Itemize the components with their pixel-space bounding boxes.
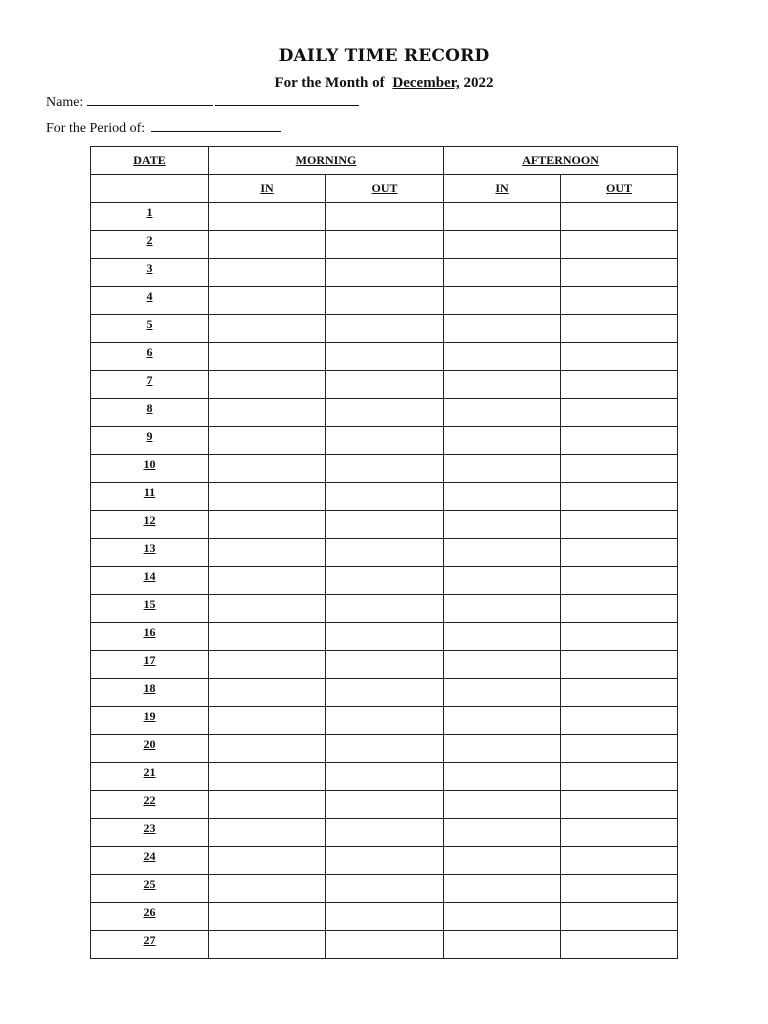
afternoon-out-cell[interactable] bbox=[561, 259, 678, 287]
name-row bbox=[46, 95, 359, 111]
table-row bbox=[91, 259, 678, 287]
date-cell bbox=[91, 315, 209, 343]
afternoon-in-cell[interactable] bbox=[444, 763, 561, 791]
table-row bbox=[91, 651, 678, 679]
morning-out-cell[interactable] bbox=[326, 567, 444, 595]
morning-out-cell[interactable] bbox=[326, 539, 444, 567]
afternoon-out-cell[interactable] bbox=[561, 371, 678, 399]
name-field-extension[interactable] bbox=[215, 104, 359, 106]
afternoon-in-cell[interactable] bbox=[444, 791, 561, 819]
table-row bbox=[91, 707, 678, 735]
morning-out-cell[interactable] bbox=[326, 651, 444, 679]
day-number: 18 bbox=[143, 681, 156, 695]
morning-out-cell[interactable] bbox=[326, 679, 444, 707]
day-number: 25 bbox=[143, 877, 156, 891]
date-cell bbox=[91, 259, 209, 287]
afternoon-in-cell[interactable] bbox=[444, 371, 561, 399]
afternoon-out-cell[interactable] bbox=[561, 623, 678, 651]
morning-in-header bbox=[209, 175, 326, 203]
morning-out-cell[interactable] bbox=[326, 903, 444, 931]
afternoon-out-cell[interactable] bbox=[561, 735, 678, 763]
name-label: Name: bbox=[46, 95, 84, 110]
day-number: 4 bbox=[146, 289, 153, 303]
table-row bbox=[91, 819, 678, 847]
date-cell bbox=[91, 371, 209, 399]
morning-out-cell[interactable] bbox=[326, 287, 444, 315]
morning-in-cell[interactable] bbox=[209, 707, 326, 735]
table-row bbox=[91, 231, 678, 259]
day-number: 10 bbox=[143, 457, 156, 471]
afternoon-out-cell[interactable] bbox=[561, 539, 678, 567]
day-number: 24 bbox=[143, 849, 156, 863]
table-row bbox=[91, 763, 678, 791]
morning-in-cell[interactable] bbox=[209, 679, 326, 707]
morning-out-cell[interactable] bbox=[326, 707, 444, 735]
day-number: 21 bbox=[143, 765, 156, 779]
afternoon-in-cell[interactable] bbox=[444, 651, 561, 679]
morning-in-cell[interactable] bbox=[209, 371, 326, 399]
day-number: 13 bbox=[143, 541, 156, 555]
date-cell bbox=[91, 287, 209, 315]
afternoon-out-cell[interactable] bbox=[561, 847, 678, 875]
table-row bbox=[91, 483, 678, 511]
year-value: 2022 bbox=[463, 75, 494, 91]
date-cell bbox=[91, 931, 209, 959]
afternoon-out-cell[interactable] bbox=[561, 763, 678, 791]
table-row bbox=[91, 931, 678, 959]
afternoon-in-cell[interactable] bbox=[444, 679, 561, 707]
table-row bbox=[91, 847, 678, 875]
morning-out-label: OUT bbox=[371, 181, 398, 195]
table-row bbox=[91, 287, 678, 315]
morning-out-cell[interactable] bbox=[326, 427, 444, 455]
morning-in-cell[interactable] bbox=[209, 287, 326, 315]
table-row bbox=[91, 903, 678, 931]
date-subheader-empty bbox=[91, 175, 209, 203]
afternoon-out-cell[interactable] bbox=[561, 595, 678, 623]
date-cell bbox=[91, 539, 209, 567]
day-number: 19 bbox=[143, 709, 156, 723]
table-row bbox=[91, 511, 678, 539]
morning-in-cell[interactable] bbox=[209, 343, 326, 371]
afternoon-in-cell[interactable] bbox=[444, 511, 561, 539]
name-field[interactable] bbox=[87, 104, 213, 106]
date-cell bbox=[91, 427, 209, 455]
date-cell bbox=[91, 399, 209, 427]
morning-in-cell[interactable] bbox=[209, 203, 326, 231]
table-row bbox=[91, 875, 678, 903]
date-cell bbox=[91, 819, 209, 847]
morning-in-label: IN bbox=[260, 181, 274, 195]
afternoon-in-cell[interactable] bbox=[444, 315, 561, 343]
table-row bbox=[91, 371, 678, 399]
afternoon-out-cell[interactable] bbox=[561, 679, 678, 707]
morning-out-cell[interactable] bbox=[326, 343, 444, 371]
month-value: December, bbox=[392, 75, 460, 91]
afternoon-out-cell[interactable] bbox=[561, 231, 678, 259]
morning-in-cell[interactable] bbox=[209, 763, 326, 791]
date-cell bbox=[91, 707, 209, 735]
date-cell bbox=[91, 763, 209, 791]
afternoon-in-cell[interactable] bbox=[444, 931, 561, 959]
day-number: 3 bbox=[146, 261, 153, 275]
date-cell bbox=[91, 903, 209, 931]
morning-in-cell[interactable] bbox=[209, 483, 326, 511]
afternoon-in-cell[interactable] bbox=[444, 287, 561, 315]
date-cell bbox=[91, 623, 209, 651]
day-number: 26 bbox=[143, 905, 156, 919]
afternoon-in-cell[interactable] bbox=[444, 483, 561, 511]
table-row bbox=[91, 539, 678, 567]
afternoon-in-cell[interactable] bbox=[444, 427, 561, 455]
afternoon-in-cell[interactable] bbox=[444, 399, 561, 427]
table-row bbox=[91, 343, 678, 371]
afternoon-in-cell[interactable] bbox=[444, 903, 561, 931]
morning-out-cell[interactable] bbox=[326, 231, 444, 259]
morning-in-cell[interactable] bbox=[209, 791, 326, 819]
date-cell bbox=[91, 455, 209, 483]
day-number: 15 bbox=[143, 597, 156, 611]
day-number: 1 bbox=[146, 205, 153, 219]
morning-header-label: MORNING bbox=[295, 153, 357, 167]
afternoon-out-header bbox=[561, 175, 678, 203]
morning-in-cell[interactable] bbox=[209, 875, 326, 903]
month-prefix: For the Month of bbox=[274, 75, 385, 91]
afternoon-out-cell[interactable] bbox=[561, 707, 678, 735]
date-cell bbox=[91, 875, 209, 903]
month-line bbox=[0, 75, 768, 92]
table-row bbox=[91, 595, 678, 623]
morning-in-cell[interactable] bbox=[209, 259, 326, 287]
day-number: 5 bbox=[146, 317, 153, 331]
morning-in-cell[interactable] bbox=[209, 539, 326, 567]
date-cell bbox=[91, 343, 209, 371]
morning-out-cell[interactable] bbox=[326, 399, 444, 427]
period-row bbox=[46, 121, 281, 137]
day-number: 14 bbox=[143, 569, 156, 583]
table-row bbox=[91, 455, 678, 483]
afternoon-out-cell[interactable] bbox=[561, 315, 678, 343]
morning-in-cell[interactable] bbox=[209, 651, 326, 679]
afternoon-in-cell[interactable] bbox=[444, 455, 561, 483]
table-row bbox=[91, 623, 678, 651]
afternoon-in-cell[interactable] bbox=[444, 847, 561, 875]
date-cell bbox=[91, 203, 209, 231]
morning-out-cell[interactable] bbox=[326, 819, 444, 847]
afternoon-out-cell[interactable] bbox=[561, 483, 678, 511]
day-number: 12 bbox=[143, 513, 156, 527]
date-cell bbox=[91, 595, 209, 623]
afternoon-out-cell[interactable] bbox=[561, 343, 678, 371]
afternoon-header-label: AFTERNOON bbox=[522, 153, 599, 167]
date-header-label: DATE bbox=[133, 153, 166, 167]
date-cell bbox=[91, 651, 209, 679]
afternoon-in-cell[interactable] bbox=[444, 231, 561, 259]
morning-in-cell[interactable] bbox=[209, 819, 326, 847]
morning-out-cell[interactable] bbox=[326, 735, 444, 763]
period-label: For the Period of: bbox=[46, 121, 146, 136]
day-number: 20 bbox=[143, 737, 156, 751]
afternoon-out-cell[interactable] bbox=[561, 399, 678, 427]
afternoon-in-cell[interactable] bbox=[444, 875, 561, 903]
day-number: 17 bbox=[143, 653, 156, 667]
time-record-table bbox=[90, 146, 678, 959]
morning-in-cell[interactable] bbox=[209, 623, 326, 651]
afternoon-in-cell[interactable] bbox=[444, 819, 561, 847]
day-number: 16 bbox=[143, 625, 156, 639]
table-row bbox=[91, 567, 678, 595]
day-number: 7 bbox=[146, 373, 153, 387]
afternoon-out-cell[interactable] bbox=[561, 819, 678, 847]
morning-in-cell[interactable] bbox=[209, 735, 326, 763]
afternoon-out-cell[interactable] bbox=[561, 455, 678, 483]
morning-out-cell[interactable] bbox=[326, 791, 444, 819]
afternoon-out-cell[interactable] bbox=[561, 287, 678, 315]
afternoon-out-cell[interactable] bbox=[561, 931, 678, 959]
afternoon-in-cell[interactable] bbox=[444, 203, 561, 231]
morning-out-cell[interactable] bbox=[326, 483, 444, 511]
date-cell bbox=[91, 483, 209, 511]
morning-out-cell[interactable] bbox=[326, 623, 444, 651]
date-cell bbox=[91, 511, 209, 539]
date-cell bbox=[91, 231, 209, 259]
morning-out-cell[interactable] bbox=[326, 455, 444, 483]
morning-in-cell[interactable] bbox=[209, 847, 326, 875]
afternoon-in-label: IN bbox=[495, 181, 509, 195]
morning-in-cell[interactable] bbox=[209, 427, 326, 455]
afternoon-out-cell[interactable] bbox=[561, 903, 678, 931]
day-number: 11 bbox=[143, 485, 156, 499]
morning-in-cell[interactable] bbox=[209, 511, 326, 539]
morning-in-cell[interactable] bbox=[209, 455, 326, 483]
afternoon-in-cell[interactable] bbox=[444, 259, 561, 287]
date-cell bbox=[91, 847, 209, 875]
morning-in-cell[interactable] bbox=[209, 595, 326, 623]
morning-header bbox=[209, 147, 444, 175]
afternoon-in-cell[interactable] bbox=[444, 707, 561, 735]
table-row bbox=[91, 735, 678, 763]
morning-out-cell[interactable] bbox=[326, 315, 444, 343]
morning-out-cell[interactable] bbox=[326, 875, 444, 903]
morning-out-header bbox=[326, 175, 444, 203]
afternoon-in-cell[interactable] bbox=[444, 567, 561, 595]
table-row bbox=[91, 203, 678, 231]
afternoon-in-cell[interactable] bbox=[444, 735, 561, 763]
table-row bbox=[91, 315, 678, 343]
morning-out-cell[interactable] bbox=[326, 259, 444, 287]
table-row bbox=[91, 399, 678, 427]
table-row bbox=[91, 679, 678, 707]
afternoon-in-cell[interactable] bbox=[444, 343, 561, 371]
morning-in-cell[interactable] bbox=[209, 931, 326, 959]
morning-in-cell[interactable] bbox=[209, 903, 326, 931]
morning-in-cell[interactable] bbox=[209, 399, 326, 427]
afternoon-out-cell[interactable] bbox=[561, 427, 678, 455]
morning-out-cell[interactable] bbox=[326, 931, 444, 959]
morning-out-cell[interactable] bbox=[326, 595, 444, 623]
page-title: DAILY TIME RECORD bbox=[278, 46, 490, 66]
afternoon-out-cell[interactable] bbox=[561, 651, 678, 679]
day-number: 2 bbox=[146, 233, 153, 247]
day-number: 27 bbox=[143, 933, 156, 947]
date-cell bbox=[91, 735, 209, 763]
afternoon-in-cell[interactable] bbox=[444, 539, 561, 567]
morning-out-cell[interactable] bbox=[326, 203, 444, 231]
morning-out-cell[interactable] bbox=[326, 511, 444, 539]
date-header bbox=[91, 147, 209, 175]
afternoon-out-cell[interactable] bbox=[561, 875, 678, 903]
header-row-2 bbox=[91, 175, 678, 203]
morning-in-cell[interactable] bbox=[209, 231, 326, 259]
afternoon-in-cell[interactable] bbox=[444, 595, 561, 623]
period-field[interactable] bbox=[151, 130, 281, 132]
day-number: 23 bbox=[143, 821, 156, 835]
day-number: 6 bbox=[146, 345, 153, 359]
day-number: 22 bbox=[143, 793, 156, 807]
afternoon-in-cell[interactable] bbox=[444, 623, 561, 651]
date-cell bbox=[91, 679, 209, 707]
morning-in-cell[interactable] bbox=[209, 567, 326, 595]
afternoon-out-cell[interactable] bbox=[561, 567, 678, 595]
date-cell bbox=[91, 791, 209, 819]
morning-in-cell[interactable] bbox=[209, 315, 326, 343]
table-row bbox=[91, 427, 678, 455]
afternoon-out-cell[interactable] bbox=[561, 203, 678, 231]
day-number: 8 bbox=[146, 401, 153, 415]
morning-out-cell[interactable] bbox=[326, 847, 444, 875]
afternoon-out-label: OUT bbox=[606, 181, 633, 195]
afternoon-out-cell[interactable] bbox=[561, 511, 678, 539]
day-number: 9 bbox=[146, 429, 153, 443]
afternoon-in-header bbox=[444, 175, 561, 203]
header-row-1 bbox=[91, 147, 678, 175]
afternoon-header bbox=[444, 147, 678, 175]
table-row bbox=[91, 791, 678, 819]
afternoon-out-cell[interactable] bbox=[561, 791, 678, 819]
date-cell bbox=[91, 567, 209, 595]
morning-out-cell[interactable] bbox=[326, 371, 444, 399]
morning-out-cell[interactable] bbox=[326, 763, 444, 791]
